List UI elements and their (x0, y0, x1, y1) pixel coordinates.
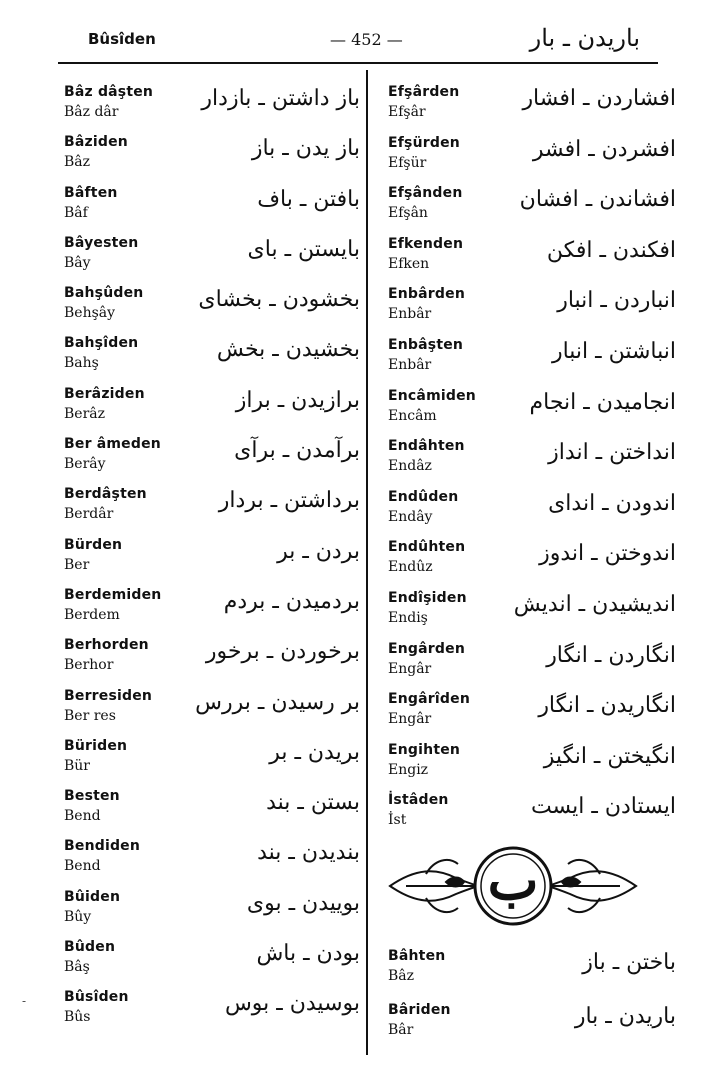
dictionary-entry (62, 279, 360, 329)
entry-stem: Behşây (64, 305, 116, 322)
entry-headword: Berdâşten (64, 486, 147, 503)
entry-headword: Encâmiden (388, 387, 476, 404)
entry-headword: Engihten (388, 741, 461, 758)
entry-stem: Endây (388, 508, 433, 525)
entry-headword: Bahşûden (64, 285, 144, 302)
dictionary-entry (386, 635, 676, 686)
dictionary-entry (386, 78, 676, 129)
entry-headword: Bâziden (64, 134, 128, 151)
entry-arabic-script: بریدن ـ بر (269, 739, 360, 765)
entry-stem: Endâz (388, 458, 432, 475)
entry-arabic-script: باریدن ـ بار (574, 1004, 676, 1029)
entry-stem: Engâr (388, 660, 432, 677)
entry-stem: Berhor (64, 657, 114, 674)
entry-arabic-script: برآمدن ـ برآی (234, 438, 360, 464)
entry-stem: Efken (388, 255, 430, 272)
dictionary-entry (62, 983, 360, 1033)
right-column (386, 78, 676, 837)
dictionary-entry (386, 280, 676, 331)
dictionary-entry (386, 996, 676, 1050)
entry-headword: Bahşîden (64, 335, 139, 352)
dictionary-entry (62, 229, 360, 279)
entry-stem: İst (388, 812, 407, 829)
entry-arabic-script: برازیدن ـ براز (235, 387, 360, 413)
entry-stem: Endiş (388, 609, 428, 626)
running-head-left: Bûsîden (88, 30, 156, 48)
entry-headword: Bâz dâşten (64, 84, 154, 100)
entry-arabic-script: افشاردن ـ افشار (522, 86, 676, 111)
entry-stem: Bây (64, 254, 91, 271)
entry-arabic-script: افشردن ـ افشر (532, 136, 676, 162)
entry-headword: Bûden (64, 939, 116, 956)
entry-stem: Bahş (64, 355, 99, 372)
dictionary-entry (62, 581, 360, 631)
entry-arabic-script: برداشتن ـ بردار (218, 488, 360, 514)
entry-headword: Bâriden (388, 1002, 451, 1018)
dictionary-entry (62, 782, 360, 832)
entry-arabic-script: انگاریدن ـ انگار (538, 693, 676, 719)
entry-headword: Enbâşten (388, 336, 464, 353)
entry-stem: Berây (64, 456, 106, 473)
entry-stem: Efşân (388, 205, 428, 222)
entry-headword: İstâden (388, 792, 449, 809)
dictionary-entry (62, 883, 360, 933)
entry-headword: Endâhten (388, 438, 465, 455)
entry-headword: Bûsîden (64, 989, 129, 1006)
entry-stem: Berâz (64, 405, 105, 422)
entry-stem: Bâz (64, 154, 91, 171)
entry-stem: Enbâr (388, 356, 432, 373)
entry-arabic-script: بودن ـ باش (256, 941, 360, 967)
entry-headword: Berdemiden (64, 586, 162, 603)
entry-arabic-script: بندیدن ـ بند (257, 840, 360, 866)
dictionary-entry (62, 531, 360, 581)
entry-arabic-script: اندیشیدن ـ اندیش (513, 591, 676, 617)
margin-mark: - (22, 994, 27, 1008)
dictionary-entry (62, 78, 360, 128)
entry-arabic-script: افشاندن ـ افشان (519, 187, 676, 213)
entry-stem: Berdem (64, 606, 120, 623)
entry-stem: Efşür (388, 154, 427, 171)
dictionary-entry (386, 533, 676, 584)
dictionary-entry (62, 329, 360, 379)
entry-arabic-script: بخشودن ـ بخشای (198, 287, 360, 313)
entry-arabic-script: بر رسیدن ـ بررس (195, 689, 360, 715)
entry-arabic-script: انباردن ـ انبار (557, 288, 676, 314)
entry-stem: Ber res (64, 707, 116, 724)
entry-stem: Bâş (64, 959, 90, 976)
entry-arabic-script: انداختن ـ انداز (548, 440, 676, 466)
entry-stem: Bür (64, 757, 90, 774)
entry-stem: Engiz (388, 761, 429, 778)
dictionary-entry (386, 736, 676, 787)
entry-arabic-script: بردن ـ بر (277, 538, 360, 564)
entry-stem: Bûy (64, 908, 92, 925)
dictionary-entry (386, 483, 676, 534)
dictionary-entry (386, 179, 676, 230)
dictionary-entry (62, 933, 360, 983)
dictionary-entry (386, 331, 676, 382)
dictionary-entry (386, 129, 676, 180)
entry-headword: Engârden (388, 640, 465, 657)
entry-headword: Enbârden (388, 286, 465, 303)
running-head-right: باریدن ـ بار (529, 24, 640, 52)
dictionary-entry (386, 230, 676, 281)
entry-arabic-script: اندوختن ـ اندوز (539, 541, 676, 567)
dictionary-entry (62, 179, 360, 229)
section-letter: ب (487, 848, 539, 912)
entry-headword: Bâhten (388, 948, 446, 964)
entry-arabic-script: ایستادن ـ ایست (530, 794, 676, 820)
entry-arabic-script: باختن ـ باز (582, 950, 676, 975)
entry-headword: Ber âmeden (64, 436, 161, 453)
entry-headword: Efşârden (388, 84, 460, 100)
entry-arabic-script: بوسیدن ـ بوس (224, 991, 360, 1017)
entry-headword: Engârîden (388, 691, 470, 708)
entry-headword: Bûiden (64, 888, 121, 905)
dictionary-entry (62, 732, 360, 782)
entry-stem: Enbâr (388, 306, 432, 323)
entry-arabic-script: انگاردن ـ انگار (546, 642, 676, 668)
entry-headword: Büriden (64, 737, 128, 754)
entry-headword: Bürden (64, 536, 123, 553)
entry-arabic-script: بخشیدن ـ بخش (216, 337, 360, 363)
dictionary-entry (386, 942, 676, 996)
entry-stem: Bâf (64, 204, 88, 221)
entry-headword: Bâyesten (64, 234, 139, 251)
entry-stem: Bend (64, 858, 101, 875)
entry-stem: Engâr (388, 711, 432, 728)
entry-arabic-script: انجامیدن ـ انجام (529, 389, 676, 415)
dictionary-entry (62, 832, 360, 882)
entry-stem: Bâz dâr (64, 104, 119, 120)
entry-stem: Bâr (388, 1022, 414, 1038)
entry-stem: Bûs (64, 1009, 91, 1026)
entry-stem: Ber (64, 556, 90, 573)
entry-headword: Endûhten (388, 539, 466, 556)
entry-arabic-script: بستن ـ بند (266, 790, 360, 816)
entry-headword: Efkenden (388, 235, 464, 252)
entry-headword: Bendiden (64, 838, 141, 855)
entry-stem: Efşâr (388, 104, 426, 120)
page-header (0, 0, 708, 62)
entry-arabic-script: باز داشتن ـ بازدار (201, 86, 360, 111)
dictionary-entry (386, 584, 676, 635)
entry-stem: Endûz (388, 559, 433, 576)
entry-arabic-script: بافتن ـ باف (257, 186, 360, 212)
dictionary-entry (62, 128, 360, 178)
right-bottom-entries (386, 942, 676, 1050)
entry-stem: Bend (64, 808, 101, 825)
entry-stem: Berdâr (64, 506, 114, 523)
entry-arabic-script: انباشتن ـ انبار (551, 338, 676, 364)
column-divider (366, 70, 368, 1055)
entry-arabic-script: اندودن ـ اندای (548, 490, 676, 516)
entry-headword: Besten (64, 788, 120, 805)
entry-stem: Encâm (388, 407, 437, 424)
entry-headword: Efşürden (388, 134, 460, 151)
entry-headword: Endîşiden (388, 589, 467, 606)
left-column (62, 78, 360, 1034)
entry-headword: Berhorden (64, 637, 149, 654)
entry-arabic-script: بوییدن ـ بوی (246, 890, 360, 916)
entry-stem: Bâz (388, 968, 415, 984)
dictionary-entry (62, 682, 360, 732)
entry-arabic-script: باز یدن ـ باز (251, 136, 360, 162)
dictionary-entry (386, 685, 676, 736)
entry-arabic-script: برخوردن ـ برخور (205, 639, 360, 665)
entry-headword: Endûden (388, 488, 459, 505)
dictionary-entry (62, 430, 360, 480)
entry-headword: Berresiden (64, 687, 153, 704)
dictionary-entry (62, 631, 360, 681)
dictionary-entry (62, 480, 360, 530)
header-rule (58, 62, 658, 64)
dictionary-entry (386, 432, 676, 483)
entry-arabic-script: انگیختن ـ انگیز (543, 743, 676, 769)
entry-arabic-script: بایستن ـ بای (247, 236, 360, 262)
page-number: — 452 — (330, 30, 403, 49)
entry-headword: Bâften (64, 184, 118, 201)
entry-arabic-script: افکندن ـ افکن (546, 237, 676, 263)
dictionary-entry (386, 382, 676, 433)
section-ornament (386, 838, 640, 934)
dictionary-entry (62, 380, 360, 430)
entry-arabic-script: بردمیدن ـ بردم (223, 588, 360, 614)
dictionary-entry (386, 786, 676, 837)
entry-headword: Efşânden (388, 185, 463, 202)
entry-headword: Berâziden (64, 385, 145, 402)
